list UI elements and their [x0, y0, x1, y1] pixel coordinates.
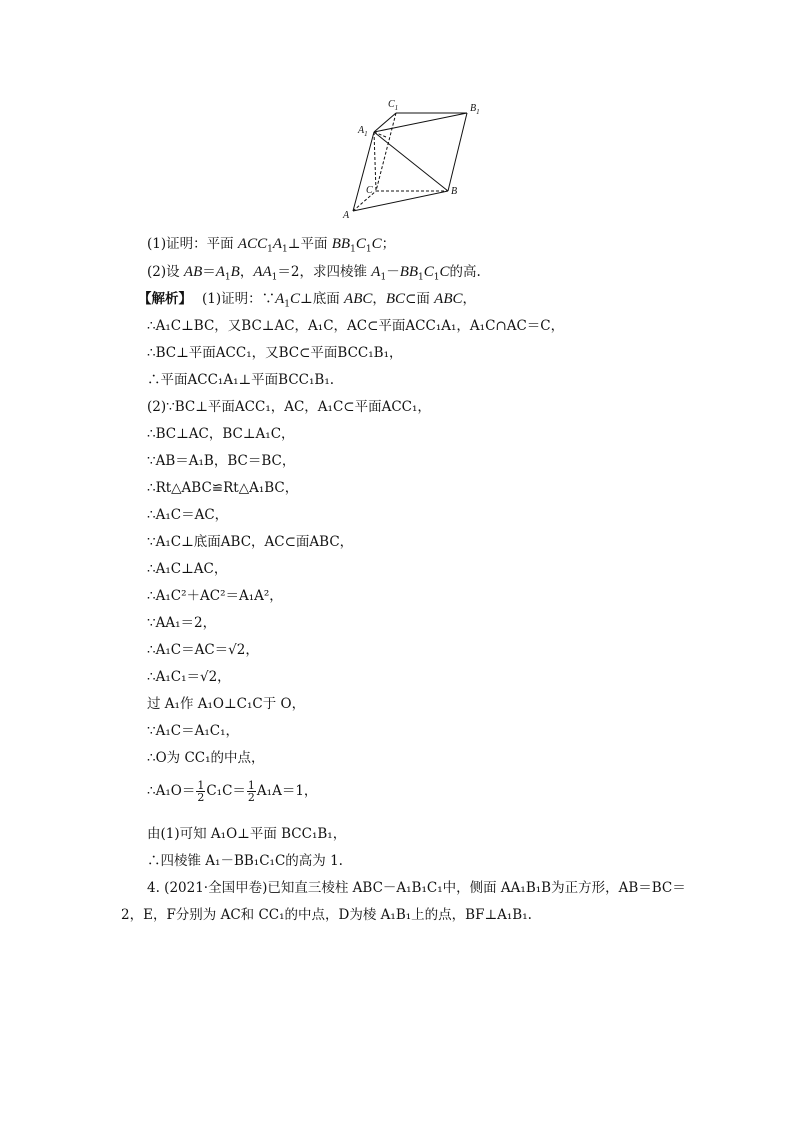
solution-tag: 【解析】	[138, 291, 192, 307]
solution-line-7: ∵AB＝A₁B，BC＝BC，	[147, 453, 296, 469]
edge-b1-b	[448, 113, 467, 191]
edge-a1-c	[374, 132, 376, 191]
question-4-line-2: 2，E，F分别为 AC和 CC₁的中点，D为棱 A₁B₁上的点，BF⊥A₁B₁.	[121, 907, 532, 923]
edge-a1-b1	[374, 113, 467, 132]
solution-line-20: 由(1)可知 A₁O⊥平面 BCC₁B₁，	[147, 826, 347, 842]
edge-c1-c	[376, 113, 396, 191]
label-c1: $C_1$	[388, 99, 399, 112]
solution-line-12: ∴A₁C²＋AC²＝A₁A²，	[147, 588, 283, 604]
fraction-half-1: $\frac{1}{2}$	[197, 779, 205, 804]
question-4-line-1: 4. (2021·全国甲卷)已知直三棱柱 ABC－A₁B₁C₁中，侧面 AA₁B₁B为正方形，AB＝BC＝	[147, 880, 686, 896]
solution-line-16: 过 A₁作 A₁O⊥C₁C于 O，	[147, 696, 306, 712]
solution-line-3: ∴BC⊥平面ACC₁，又BC⊂平面BCC₁B₁，	[147, 345, 403, 361]
solution-line-10: ∵A₁C⊥底面ABC，AC⊂面ABC，	[147, 534, 354, 550]
solution-line-8: ∴Rt△ABC≌Rt△A₁BC，	[147, 480, 299, 496]
label-c: C	[366, 185, 373, 196]
solution-line-17: ∵A₁C＝A₁C₁，	[147, 723, 239, 739]
solution-line-9: ∴A₁C＝AC，	[147, 507, 229, 523]
label-b1: $B_1$	[470, 103, 480, 116]
edge-a1-c1	[374, 113, 396, 132]
solution-line-11: ∴A₁C⊥AC，	[147, 561, 228, 577]
solution-line-21: ∴四棱锥 A₁－BB₁C₁C的高为 1.	[147, 853, 343, 869]
solution-line-19: ∴A₁O＝ $\frac{1}{2}$ C₁C＝ $\frac{1}{2}$ A₁A＝1，	[147, 779, 318, 804]
problem-part-1: (1)证明：平面 $ACC_1A_1\perp$平面 $BB_1C_1C$；	[147, 236, 396, 255]
label-a: A	[343, 210, 350, 221]
solution-line-5: (2)∵BC⊥平面ACC₁，AC，A₁C⊂平面ACC₁，	[147, 399, 431, 415]
solution-line-2: ∴A₁C⊥BC，又BC⊥AC，A₁C，AC⊂平面ACC₁A₁，A₁C∩AC＝C，	[147, 318, 565, 334]
solution-line-13: ∵AA₁＝2，	[147, 615, 217, 631]
oblique-prism-diagram	[340, 96, 500, 222]
label-b: B	[451, 186, 458, 197]
edge-a1-b	[374, 132, 448, 191]
problem-part-2: (2)设 $AB=A_1B$，$AA_1=2$，求四棱锥 $A_1-BB_1C_1C$的高.	[147, 264, 481, 283]
solution-line-1: 【解析】 (1)证明：$\because A_1C\perp$底面 ABC，BC⊂面 ABC，	[138, 291, 477, 310]
solution-line-6: ∴BC⊥AC，BC⊥A₁C，	[147, 426, 295, 442]
solution-line-4: ∴平面ACC₁A₁⊥平面BCC₁B₁.	[147, 372, 335, 388]
solution-line-14: ∴A₁C＝AC＝√2，	[147, 642, 259, 658]
prism-figure	[340, 96, 500, 222]
label-a1: $A_1$	[358, 125, 368, 138]
fraction-half-2: $\frac{1}{2}$	[247, 779, 255, 804]
solution-line-15: ∴A₁C₁＝√2，	[147, 669, 231, 685]
edge-a1-a	[353, 132, 374, 211]
solution-line-18: ∴O为 CC₁的中点，	[147, 750, 265, 766]
